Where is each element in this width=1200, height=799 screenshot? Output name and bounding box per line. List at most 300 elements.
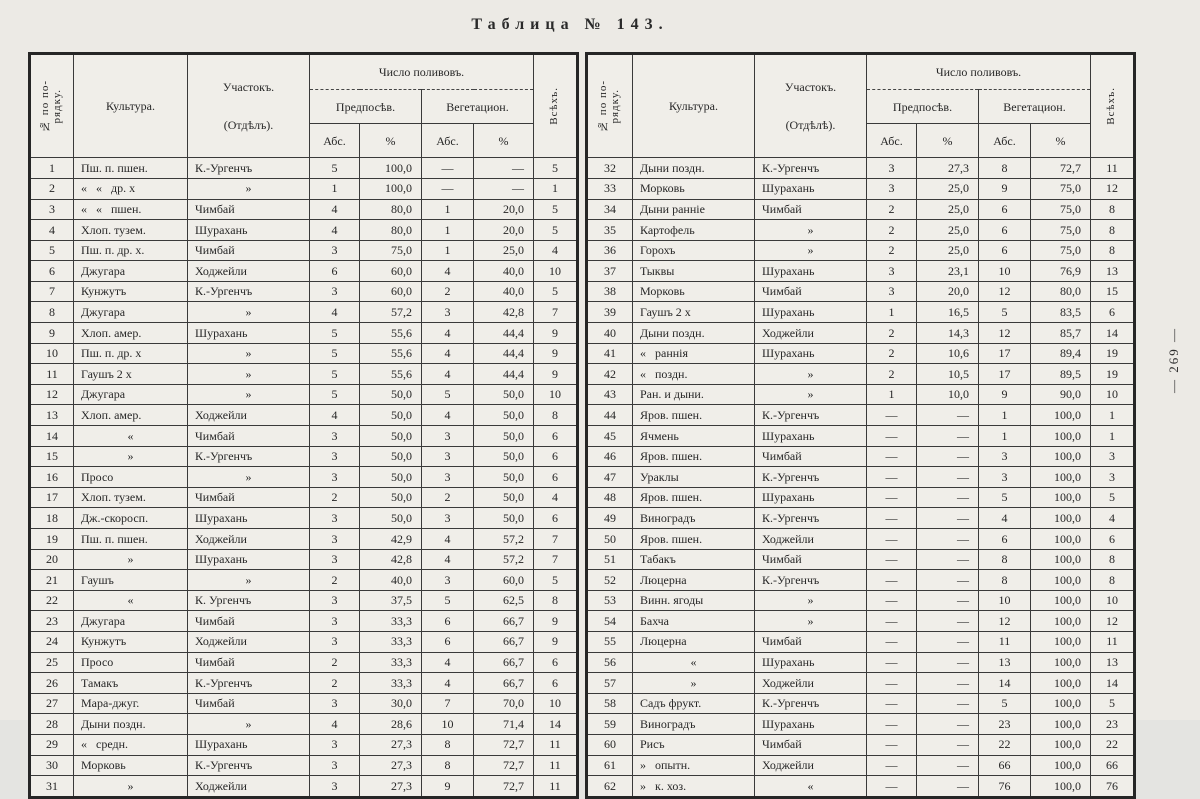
cell-crop: Винн. ягоды	[633, 590, 755, 611]
cell-crop: Гаушъ 2 х	[74, 364, 188, 385]
cell-vegetation-pct: 44,4	[474, 343, 534, 364]
cell-plot: К.-Ургенчъ	[188, 158, 310, 179]
cell-row-number: 49	[587, 508, 633, 529]
cell-crop: Кунжутъ	[74, 631, 188, 652]
cell-vegetation-pct: 100,0	[1031, 611, 1091, 632]
cell-presowing-pct: 55,6	[360, 323, 422, 344]
col-header-presowing: Предпосѣв.	[867, 90, 979, 124]
table-row	[30, 776, 578, 798]
right-table-header	[587, 54, 1135, 158]
cell-total: 14	[534, 714, 578, 735]
cell-vegetation-pct: 100,0	[1031, 652, 1091, 673]
cell-row-number: 6	[30, 261, 74, 282]
cell-row-number: 27	[30, 693, 74, 714]
cell-row-number: 33	[587, 178, 633, 199]
cell-presowing-abs: —	[867, 570, 917, 591]
col-header-plot-line2: (Отдѣлъ).	[223, 117, 274, 132]
cell-vegetation-pct: 44,4	[474, 364, 534, 385]
cell-vegetation-pct: 62,5	[474, 590, 534, 611]
cell-vegetation-abs: 1	[422, 240, 474, 261]
cell-vegetation-abs: —	[422, 178, 474, 199]
cell-plot: Ходжейли	[755, 529, 867, 550]
cell-vegetation-pct: 40,0	[474, 261, 534, 282]
cell-presowing-pct: 100,0	[360, 178, 422, 199]
cell-presowing-abs: 5	[310, 384, 360, 405]
cell-presowing-pct: —	[917, 714, 979, 735]
cell-row-number: 44	[587, 405, 633, 426]
cell-vegetation-pct: 100,0	[1031, 734, 1091, 755]
cell-plot: Шурахань	[755, 302, 867, 323]
cell-vegetation-pct: 100,0	[1031, 426, 1091, 447]
cell-vegetation-abs: 5	[422, 384, 474, 405]
table-row	[30, 364, 578, 385]
cell-crop: »	[74, 446, 188, 467]
cell-presowing-abs: 3	[867, 158, 917, 179]
cell-row-number: 25	[30, 652, 74, 673]
cell-total: 12	[1091, 178, 1135, 199]
cell-plot: К.-Ургенчъ	[755, 158, 867, 179]
cell-total: 19	[1091, 364, 1135, 385]
cell-plot: »	[755, 590, 867, 611]
cell-plot: Чимбай	[755, 549, 867, 570]
cell-vegetation-pct: 100,0	[1031, 508, 1091, 529]
cell-plot: Ходжейли	[755, 755, 867, 776]
cell-presowing-pct: —	[917, 590, 979, 611]
table-row	[587, 220, 1135, 241]
cell-vegetation-abs: 7	[422, 693, 474, 714]
cell-row-number: 2	[30, 178, 74, 199]
cell-plot: Ходжейли	[188, 529, 310, 550]
cell-crop: » опытн.	[633, 755, 755, 776]
cell-vegetation-abs: 3	[422, 467, 474, 488]
cell-presowing-pct: —	[917, 776, 979, 798]
cell-vegetation-pct: 100,0	[1031, 487, 1091, 508]
table-row	[587, 549, 1135, 570]
table-row	[30, 611, 578, 632]
cell-row-number: 20	[30, 549, 74, 570]
cell-total: 11	[534, 776, 578, 798]
cell-crop: Люцерна	[633, 631, 755, 652]
cell-presowing-abs: 2	[867, 323, 917, 344]
cell-presowing-abs: 5	[310, 364, 360, 385]
table-title: Таблица № 143.	[471, 16, 669, 33]
table-row	[30, 631, 578, 652]
cell-row-number: 45	[587, 426, 633, 447]
cell-plot: »	[188, 343, 310, 364]
cell-presowing-pct: 30,0	[360, 693, 422, 714]
col-header-crop: Культура.	[74, 54, 188, 158]
cell-row-number: 51	[587, 549, 633, 570]
cell-plot: Шурахань	[755, 261, 867, 282]
cell-crop: Морковь	[74, 755, 188, 776]
cell-crop: Дыни поздн.	[74, 714, 188, 735]
cell-plot: Чимбай	[188, 487, 310, 508]
cell-crop: Джугара	[74, 384, 188, 405]
cell-presowing-abs: 5	[310, 323, 360, 344]
cell-crop: Пш. п. пшен.	[74, 158, 188, 179]
cell-presowing-pct: —	[917, 446, 979, 467]
cell-row-number: 35	[587, 220, 633, 241]
cell-plot: Шурахань	[188, 323, 310, 344]
cell-vegetation-pct: 72,7	[474, 776, 534, 798]
cell-vegetation-pct: 66,7	[474, 631, 534, 652]
cell-plot: Шурахань	[188, 220, 310, 241]
cell-row-number: 47	[587, 467, 633, 488]
cell-plot: Чимбай	[755, 199, 867, 220]
cell-presowing-pct: 14,3	[917, 323, 979, 344]
cell-total: 9	[534, 323, 578, 344]
cell-total: 13	[1091, 261, 1135, 282]
cell-vegetation-abs: 11	[979, 631, 1031, 652]
table-row	[30, 220, 578, 241]
cell-plot: Шурахань	[188, 549, 310, 570]
table-row	[30, 446, 578, 467]
cell-presowing-pct: 60,0	[360, 261, 422, 282]
cell-total: 7	[534, 549, 578, 570]
table-row	[587, 652, 1135, 673]
cell-vegetation-abs: 4	[422, 529, 474, 550]
cell-crop: Дыни ранніе	[633, 199, 755, 220]
cell-total: 76	[1091, 776, 1135, 798]
cell-vegetation-abs: 6	[979, 220, 1031, 241]
cell-plot: Шурахань	[755, 652, 867, 673]
page-number-text: — 269 —	[1166, 327, 1181, 393]
cell-crop: Горохъ	[633, 240, 755, 261]
cell-crop: Яров. пшен.	[633, 405, 755, 426]
col-header-pct-2: %	[474, 124, 534, 158]
cell-total: 7	[534, 529, 578, 550]
cell-row-number: 31	[30, 776, 74, 798]
cell-vegetation-abs: 1	[979, 426, 1031, 447]
col-header-crop: Культура.	[633, 54, 755, 158]
cell-vegetation-abs: 22	[979, 734, 1031, 755]
col-header-abs-2: Абс.	[422, 124, 474, 158]
table-row	[587, 693, 1135, 714]
cell-row-number: 58	[587, 693, 633, 714]
cell-vegetation-abs: 8	[979, 549, 1031, 570]
cell-plot: »	[755, 240, 867, 261]
cell-total: 6	[534, 446, 578, 467]
cell-total: 5	[1091, 693, 1135, 714]
cell-total: 19	[1091, 343, 1135, 364]
cell-vegetation-pct: 100,0	[1031, 776, 1091, 798]
cell-row-number: 5	[30, 240, 74, 261]
cell-crop: Ячмень	[633, 426, 755, 447]
cell-presowing-abs: 4	[310, 302, 360, 323]
cell-crop: Просо	[74, 652, 188, 673]
cell-vegetation-abs: 10	[979, 261, 1031, 282]
cell-presowing-pct: 50,0	[360, 508, 422, 529]
cell-vegetation-pct: 66,7	[474, 611, 534, 632]
cell-presowing-pct: 33,3	[360, 673, 422, 694]
cell-presowing-abs: —	[867, 508, 917, 529]
cell-total: 1	[534, 178, 578, 199]
cell-total: 3	[1091, 467, 1135, 488]
cell-vegetation-pct: 57,2	[474, 549, 534, 570]
cell-row-number: 53	[587, 590, 633, 611]
table-row	[30, 734, 578, 755]
cell-total: 6	[1091, 529, 1135, 550]
cell-presowing-pct: 50,0	[360, 405, 422, 426]
cell-plot: Шурахань	[755, 178, 867, 199]
cell-presowing-pct: —	[917, 652, 979, 673]
cell-row-number: 24	[30, 631, 74, 652]
cell-plot: К.-Ургенчъ	[188, 755, 310, 776]
cell-total: 5	[534, 199, 578, 220]
cell-row-number: 17	[30, 487, 74, 508]
cell-plot: Шурахань	[755, 426, 867, 447]
cell-presowing-abs: 3	[867, 281, 917, 302]
cell-presowing-abs: 2	[310, 570, 360, 591]
cell-presowing-pct: 42,9	[360, 529, 422, 550]
cell-vegetation-abs: 3	[422, 508, 474, 529]
col-header-plot-line2: (Отдѣлѣ).	[785, 117, 836, 132]
table-row	[587, 343, 1135, 364]
cell-presowing-abs: 1	[867, 302, 917, 323]
cell-total: 5	[534, 570, 578, 591]
table-row	[587, 487, 1135, 508]
cell-crop: Яров. пшен.	[633, 446, 755, 467]
cell-vegetation-pct: —	[474, 178, 534, 199]
cell-presowing-abs: —	[867, 714, 917, 735]
cell-presowing-pct: —	[917, 467, 979, 488]
cell-row-number: 28	[30, 714, 74, 735]
cell-crop: Люцерна	[633, 570, 755, 591]
cell-row-number: 22	[30, 590, 74, 611]
cell-vegetation-abs: 6	[979, 240, 1031, 261]
cell-vegetation-abs: 12	[979, 281, 1031, 302]
cell-crop: Морковь	[633, 281, 755, 302]
cell-crop: Джугара	[74, 611, 188, 632]
cell-vegetation-abs: 13	[979, 652, 1031, 673]
cell-plot: Чимбай	[755, 631, 867, 652]
cell-total: 4	[1091, 508, 1135, 529]
page-number	[1162, 300, 1186, 420]
cell-plot: Чимбай	[755, 281, 867, 302]
table-row	[587, 529, 1135, 550]
cell-total: 9	[534, 364, 578, 385]
cell-presowing-abs: 3	[310, 446, 360, 467]
cell-row-number: 55	[587, 631, 633, 652]
cell-crop: Пш. п. др. х	[74, 343, 188, 364]
cell-vegetation-pct: 100,0	[1031, 590, 1091, 611]
cell-row-number: 40	[587, 323, 633, 344]
col-header-pct-1: %	[360, 124, 422, 158]
cell-total: 14	[1091, 323, 1135, 344]
table-row	[30, 590, 578, 611]
cell-crop: Виноградъ	[633, 508, 755, 529]
cell-vegetation-abs: 3	[422, 302, 474, 323]
cell-plot: Ходжейли	[188, 776, 310, 798]
cell-row-number: 57	[587, 673, 633, 694]
cell-plot: «	[755, 776, 867, 798]
table-row	[30, 755, 578, 776]
cell-crop: Пш. п. пшен.	[74, 529, 188, 550]
cell-vegetation-abs: 3	[979, 467, 1031, 488]
col-header-num	[30, 54, 74, 158]
table-row	[587, 158, 1135, 179]
cell-vegetation-abs: 4	[422, 364, 474, 385]
cell-crop: Картофель	[633, 220, 755, 241]
cell-vegetation-abs: 8	[979, 158, 1031, 179]
cell-vegetation-pct: 76,9	[1031, 261, 1091, 282]
cell-vegetation-pct: 66,7	[474, 673, 534, 694]
col-header-total-text: Всѣхъ.	[548, 87, 561, 126]
cell-vegetation-pct: 50,0	[474, 487, 534, 508]
cell-vegetation-abs: 1	[422, 220, 474, 241]
cell-vegetation-abs: 8	[422, 734, 474, 755]
cell-presowing-abs: —	[867, 611, 917, 632]
cell-presowing-abs: —	[867, 673, 917, 694]
cell-presowing-pct: 16,5	[917, 302, 979, 323]
cell-presowing-abs: —	[867, 529, 917, 550]
cell-total: 66	[1091, 755, 1135, 776]
col-header-plot-line1: Участокъ.	[784, 79, 837, 94]
cell-row-number: 12	[30, 384, 74, 405]
cell-vegetation-pct: 83,5	[1031, 302, 1091, 323]
cell-presowing-pct: 10,5	[917, 364, 979, 385]
cell-plot: Чимбай	[755, 734, 867, 755]
cell-row-number: 8	[30, 302, 74, 323]
col-header-vegetation: Вегетацион.	[422, 90, 534, 124]
cell-vegetation-pct: 42,8	[474, 302, 534, 323]
cell-presowing-abs: —	[867, 734, 917, 755]
cell-plot: Чимбай	[188, 240, 310, 261]
cell-presowing-abs: 2	[867, 343, 917, 364]
cell-plot: К.-Ургенчъ	[755, 693, 867, 714]
cell-vegetation-abs: 6	[979, 529, 1031, 550]
cell-row-number: 41	[587, 343, 633, 364]
cell-total: 6	[1091, 302, 1135, 323]
tables-container	[28, 52, 1136, 793]
cell-row-number: 54	[587, 611, 633, 632]
cell-vegetation-abs: 10	[422, 714, 474, 735]
col-header-num-line1: № по по-	[39, 80, 52, 133]
cell-presowing-pct: —	[917, 508, 979, 529]
cell-row-number: 13	[30, 405, 74, 426]
col-header-num	[587, 54, 633, 158]
cell-row-number: 11	[30, 364, 74, 385]
cell-crop: Ураклы	[633, 467, 755, 488]
cell-presowing-pct: —	[917, 549, 979, 570]
cell-plot: »	[755, 611, 867, 632]
col-header-num-line2: рядку.	[609, 88, 621, 124]
cell-presowing-pct: —	[917, 405, 979, 426]
cell-row-number: 19	[30, 529, 74, 550]
table-row	[30, 343, 578, 364]
cell-presowing-pct: 50,0	[360, 426, 422, 447]
cell-vegetation-abs: 6	[979, 199, 1031, 220]
cell-total: 23	[1091, 714, 1135, 735]
table-row	[30, 487, 578, 508]
cell-vegetation-pct: 100,0	[1031, 755, 1091, 776]
cell-crop: Садъ фрукт.	[633, 693, 755, 714]
table-row	[587, 611, 1135, 632]
cell-crop: Тамакъ	[74, 673, 188, 694]
cell-vegetation-abs: 17	[979, 343, 1031, 364]
cell-vegetation-pct: 100,0	[1031, 467, 1091, 488]
cell-presowing-abs: —	[867, 487, 917, 508]
cell-vegetation-abs: 9	[979, 384, 1031, 405]
cell-presowing-pct: —	[917, 673, 979, 694]
cell-presowing-pct: —	[917, 570, 979, 591]
cell-plot: »	[188, 467, 310, 488]
cell-vegetation-pct: 100,0	[1031, 631, 1091, 652]
col-header-vegetation: Вегетацион.	[979, 90, 1091, 124]
cell-vegetation-abs: 5	[422, 590, 474, 611]
cell-presowing-pct: 10,0	[917, 384, 979, 405]
cell-crop: Яров. пшен.	[633, 529, 755, 550]
cell-total: 7	[534, 302, 578, 323]
table-row	[587, 446, 1135, 467]
cell-presowing-pct: 50,0	[360, 487, 422, 508]
cell-vegetation-abs: 5	[979, 693, 1031, 714]
cell-plot: »	[755, 384, 867, 405]
cell-presowing-pct: 33,3	[360, 631, 422, 652]
cell-crop: Хлоп. тузем.	[74, 220, 188, 241]
col-header-num-line1: № по по-	[597, 80, 610, 133]
table-row	[30, 281, 578, 302]
table-row	[30, 199, 578, 220]
cell-vegetation-abs: 8	[979, 570, 1031, 591]
cell-presowing-abs: —	[867, 426, 917, 447]
cell-row-number: 39	[587, 302, 633, 323]
cell-presowing-abs: 5	[310, 343, 360, 364]
cell-crop: « раннія	[633, 343, 755, 364]
cell-vegetation-pct: —	[474, 158, 534, 179]
cell-vegetation-pct: 50,0	[474, 446, 534, 467]
cell-total: 11	[1091, 158, 1135, 179]
cell-presowing-abs: —	[867, 467, 917, 488]
cell-crop: Джугара	[74, 302, 188, 323]
cell-total: 10	[534, 693, 578, 714]
cell-vegetation-abs: 23	[979, 714, 1031, 735]
cell-total: 10	[1091, 590, 1135, 611]
cell-presowing-pct: 75,0	[360, 240, 422, 261]
cell-presowing-abs: 4	[310, 220, 360, 241]
cell-crop: Табакъ	[633, 549, 755, 570]
col-header-plot-line1: Участокъ.	[222, 79, 275, 94]
cell-vegetation-abs: 14	[979, 673, 1031, 694]
cell-vegetation-pct: 71,4	[474, 714, 534, 735]
cell-presowing-abs: 2	[310, 652, 360, 673]
cell-vegetation-pct: 75,0	[1031, 178, 1091, 199]
cell-row-number: 32	[587, 158, 633, 179]
cell-vegetation-abs: 6	[422, 611, 474, 632]
cell-total: 6	[534, 508, 578, 529]
cell-row-number: 10	[30, 343, 74, 364]
table-row	[587, 405, 1135, 426]
cell-vegetation-pct: 72,7	[1031, 158, 1091, 179]
cell-plot: Ходжейли	[188, 405, 310, 426]
cell-crop: Кунжутъ	[74, 281, 188, 302]
cell-crop: Гаушъ 2 х	[633, 302, 755, 323]
cell-presowing-pct: 27,3	[917, 158, 979, 179]
cell-plot: »	[755, 364, 867, 385]
cell-vegetation-abs: 4	[422, 343, 474, 364]
cell-presowing-pct: 55,6	[360, 364, 422, 385]
cell-vegetation-abs: 12	[979, 611, 1031, 632]
cell-presowing-abs: —	[867, 549, 917, 570]
cell-crop: »	[633, 673, 755, 694]
cell-crop: Мара-джуг.	[74, 693, 188, 714]
cell-total: 14	[1091, 673, 1135, 694]
cell-vegetation-abs: 10	[979, 590, 1031, 611]
cell-total: 6	[534, 467, 578, 488]
cell-presowing-pct: 27,3	[360, 776, 422, 798]
table-row	[587, 261, 1135, 282]
cell-plot: Ходжейли	[188, 261, 310, 282]
